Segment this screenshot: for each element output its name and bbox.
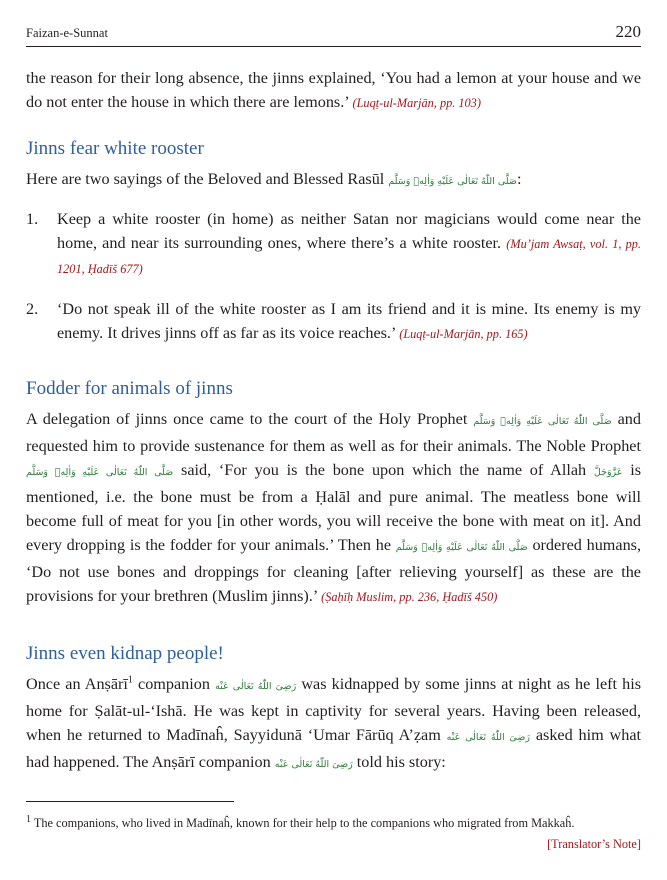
list-item — [26, 297, 641, 346]
paragraph-text: told his story: — [356, 753, 446, 771]
header-rule — [26, 46, 641, 47]
paragraph-text: was kidnapped by some jinns at night as he left his home for Ṣalāt-ul-‘Ishā. He was kept in captivity for several years. Having been released, when he returned to Madīnaĥ, Sayyidunā ‘Umar Fārūq A’ẓam — [26, 675, 642, 744]
honorific-arabic: رَضِىَ اللّٰهُ تَعَالٰى عَنْه — [215, 681, 297, 692]
honorific-arabic: صَلَّى اللّٰهُ تَعَالٰى عَلَيْهِ وَاٰلِهٖ وَسَلَّم — [388, 176, 517, 187]
section-heading-fodder: Fodder for animals of jinns — [26, 378, 233, 399]
footnote-number: 1 — [26, 813, 31, 825]
page-number: 220 — [615, 22, 641, 41]
fodder-paragraph — [26, 407, 641, 609]
list-item-text: ‘Do not speak ill of the white rooster as I am its friend and it is mine. Its enemy is my enemy. It drives jinns off as far as its voice reaches.’ — [57, 300, 641, 342]
reference-citation: (Mu’jam Awsaṭ, vol. 1, pp. 1201, Ḥadīš 677) — [57, 237, 641, 276]
reference-citation: (Luqṭ-ul-Marjān, pp. 165) — [399, 327, 528, 341]
footnote-text: The companions, who lived in Madīnaĥ, known for their help to the companions who migrated from Makkaĥ. — [33, 816, 575, 830]
paragraph-text: and requested him to provide sustenance for them as well as for their animals. The Noble Prophet — [26, 410, 641, 455]
paragraph-text: A delegation of jinns once came to the court of the Holy Prophet — [26, 410, 468, 428]
kidnap-paragraph — [26, 672, 641, 777]
list-item — [26, 207, 641, 281]
list-item-text: Keep a white rooster (in home) as neither Satan nor magicians would come near the home, and near its surrounding ones, where there’s a white rooster. — [57, 210, 641, 252]
paragraph-text: is mentioned, i.e. the bone must be from a Ḥalāl and pure animal. The meatless bone will become full of meat for you [in other words, you will receive the bone with meat on it]. And every dropping is the fodder for your animals.’ Then he — [26, 461, 642, 554]
translator-note: [Translator’s Note] — [547, 837, 641, 851]
footnote — [26, 815, 641, 831]
paragraph-text: asked him what had happened. The Anṣārī companion — [26, 726, 642, 771]
paragraph-text: companion — [138, 675, 210, 693]
honorific-arabic: صَلَّى اللّٰهُ تَعَالٰى عَلَيْهِ وَاٰلِهٖ وَسَلَّم — [395, 542, 528, 553]
footnote-marker[interactable]: 1 — [127, 674, 133, 686]
footnote-rule — [26, 801, 234, 802]
reference-citation: (Luqṭ-ul-Marjān, pp. 103) — [352, 96, 481, 110]
honorific-arabic: صَلَّى اللّٰهُ تَعَالٰى عَلَيْهِ وَاٰلِهٖ وَسَلَّم — [473, 416, 612, 427]
intro-text: the reason for their long absence, the jinns explained, ‘You had a lemon at your house and we do not enter the house in which there are lemons.’ — [26, 69, 641, 111]
running-header — [26, 22, 641, 44]
lead-text: Here are two sayings of the Beloved and Blessed Rasūl — [26, 170, 385, 188]
section-heading-rooster: Jinns fear white rooster — [26, 138, 204, 159]
page-body — [26, 66, 641, 777]
sayings-list — [26, 207, 641, 346]
paragraph-text: said, ‘For you is the bone upon which the name of Allah — [181, 461, 587, 479]
paragraph-text: Once an Anṣārī — [26, 675, 128, 693]
list-number: 2. — [26, 300, 39, 318]
list-number: 1. — [26, 210, 39, 228]
section-heading-kidnap: Jinns even kidnap people! — [26, 643, 224, 664]
honorific-arabic: صَلَّى اللّٰهُ تَعَالٰى عَلَيْهِ وَاٰلِهٖ وَسَلَّم — [26, 467, 174, 478]
honorific-arabic: رَضِىَ اللّٰهُ تَعَالٰى عَنْه — [274, 759, 353, 770]
reference-citation: (Ṣaḥīḥ Muslim, pp. 236, Ḥadīš 450) — [321, 590, 498, 604]
honorific-arabic: عَزَّوَجَلَّ — [593, 467, 623, 478]
paragraph-text: ordered humans, ‘Do not use bones and droppings for cleaning [after relieving yourself] as these are the provisions for your brethren (Muslim jinns).’ — [26, 536, 642, 605]
intro-paragraph — [26, 66, 641, 115]
book-title: Faizan-e-Sunnat — [26, 26, 108, 40]
section-lead — [26, 167, 641, 194]
lead-colon: : — [516, 170, 522, 188]
honorific-arabic: رَضِىَ اللّٰهُ تَعَالٰى عَنْه — [446, 732, 530, 743]
